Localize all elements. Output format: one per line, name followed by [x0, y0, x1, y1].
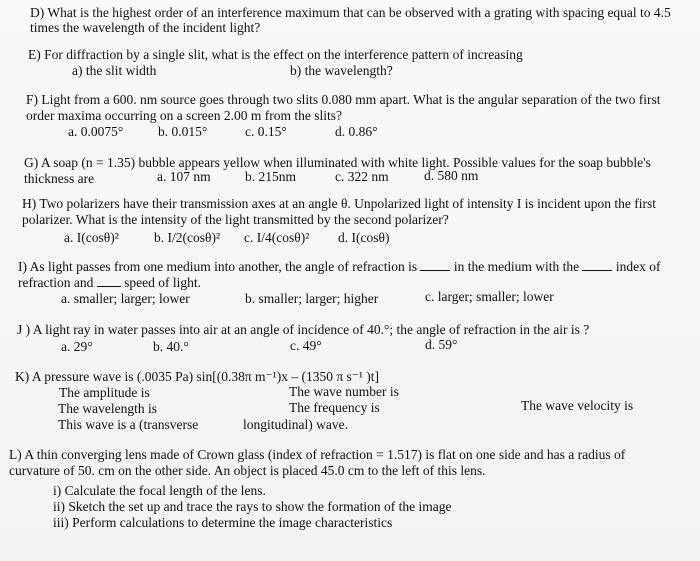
- question-j-line1: J ) A light ray in water passes into air at an angle of incidence of 40.°; the angle of refraction in the air is ?: [17, 322, 590, 337]
- question-e-option-b: b) the wavelength?: [290, 63, 393, 78]
- question-i-line1: [18, 259, 660, 274]
- question-k-amplitude: The amplitude is: [59, 385, 150, 400]
- question-g-option-b: b. 215nm: [245, 169, 297, 184]
- question-g-line1: G) A soap (n = 1.35) bubble appears yellow when illuminated with white light. Possible values for the soap bubble's: [24, 155, 651, 170]
- question-d-line2: times the wavelength of the incident light?: [30, 20, 261, 35]
- question-h-line2: polarizer. What is the intensity of the light transmitted by the second polarizer?: [22, 212, 449, 227]
- question-f-option-a: a. 0.0075°: [68, 124, 124, 139]
- question-k-longitudinal: longitudinal) wave.: [243, 417, 348, 432]
- question-i-line2a: refraction and: [18, 275, 94, 290]
- question-l-line1: L) A thin converging lens made of Crown glass (index of refraction = 1.517) is flat on one side and has a radius of: [9, 447, 626, 462]
- question-l-item-iii: iii) Perform calculations to determine the image characteristics: [53, 515, 393, 530]
- question-h-option-b: b. I/2(cosθ)²: [154, 230, 220, 245]
- question-g-line2: thickness are: [24, 171, 95, 186]
- question-f-line2: order maxima occurring on a screen 2.00 m from the slits?: [26, 108, 343, 123]
- question-i-option-b: b. smaller; larger; higher: [245, 291, 379, 306]
- answer-blank: [420, 259, 450, 271]
- question-k-velocity: The wave velocity is: [521, 398, 634, 413]
- answer-blank: [97, 275, 121, 287]
- question-h-option-c: c. I/4(cosθ)²: [244, 230, 310, 245]
- question-k-frequency: The frequency is: [289, 400, 380, 415]
- question-f-option-c: c. 0.15°: [245, 124, 287, 139]
- question-f-line1: F) Light from a 600. nm source goes through two slits 0.080 mm apart. What is the angular separation of the two first: [26, 92, 661, 107]
- question-i-line2: [18, 275, 201, 290]
- answer-blank: [582, 259, 612, 271]
- question-j-option-c: c. 49°: [290, 338, 322, 353]
- question-j-option-b: b. 40.°: [153, 339, 189, 354]
- question-f-option-b: b. 0.015°: [158, 124, 208, 139]
- question-d-line1: D) What is the highest order of an interference maximum that can be observed with a grating with spacing equal to 4.5: [30, 5, 671, 20]
- question-l-item-i: i) Calculate the focal length of the lens.: [53, 483, 266, 498]
- question-j-option-a: a. 29°: [61, 339, 93, 354]
- question-i-option-c: c. larger; smaller; lower: [425, 289, 554, 304]
- question-f-option-d: d. 0.86°: [335, 124, 378, 139]
- question-k-wavelength: The wavelength is: [58, 401, 157, 416]
- question-i-part2: in the medium with the: [453, 259, 580, 274]
- question-h-option-a: a. I(cosθ)²: [64, 230, 119, 245]
- question-l-item-ii: ii) Sketch the set up and trace the rays to show the formation of the image: [53, 499, 452, 514]
- question-k-line1: K) A pressure wave is (.0035 Pa) sin[(0.38π m⁻¹)x – (1350 π s⁻¹ )t]: [15, 369, 380, 384]
- question-h-option-d: d. I(cosθ): [338, 230, 390, 245]
- question-i-line2b: speed of light.: [124, 275, 201, 290]
- question-l-line2: curvature of 50. cm on the other side. An object is placed 45.0 cm to the left of this lens.: [9, 463, 486, 478]
- question-g-option-d: d. 580 nm: [424, 168, 479, 183]
- question-k-wave-number: The wave number is: [289, 384, 399, 399]
- question-j-option-d: d. 59°: [425, 337, 458, 352]
- question-g-option-c: c. 322 nm: [335, 169, 389, 184]
- question-e-option-a: a) the slit width: [72, 63, 157, 78]
- question-e-line1: E) For diffraction by a single slit, what is the effect on the interference pattern of increasing: [28, 47, 523, 62]
- question-g-option-a: a. 107 nm: [157, 169, 211, 184]
- question-h-line1: H) Two polarizers have their transmission axes at an angle θ. Unpolarized light of intensity I is incident upon the first: [22, 196, 656, 211]
- question-i-part3: index of: [615, 259, 661, 274]
- question-i-option-a: a. smaller; larger; lower: [61, 291, 190, 306]
- question-k-transverse: This wave is a (transverse: [58, 417, 199, 432]
- question-i-part1: I) As light passes from one medium into another, the angle of refraction is: [18, 259, 418, 274]
